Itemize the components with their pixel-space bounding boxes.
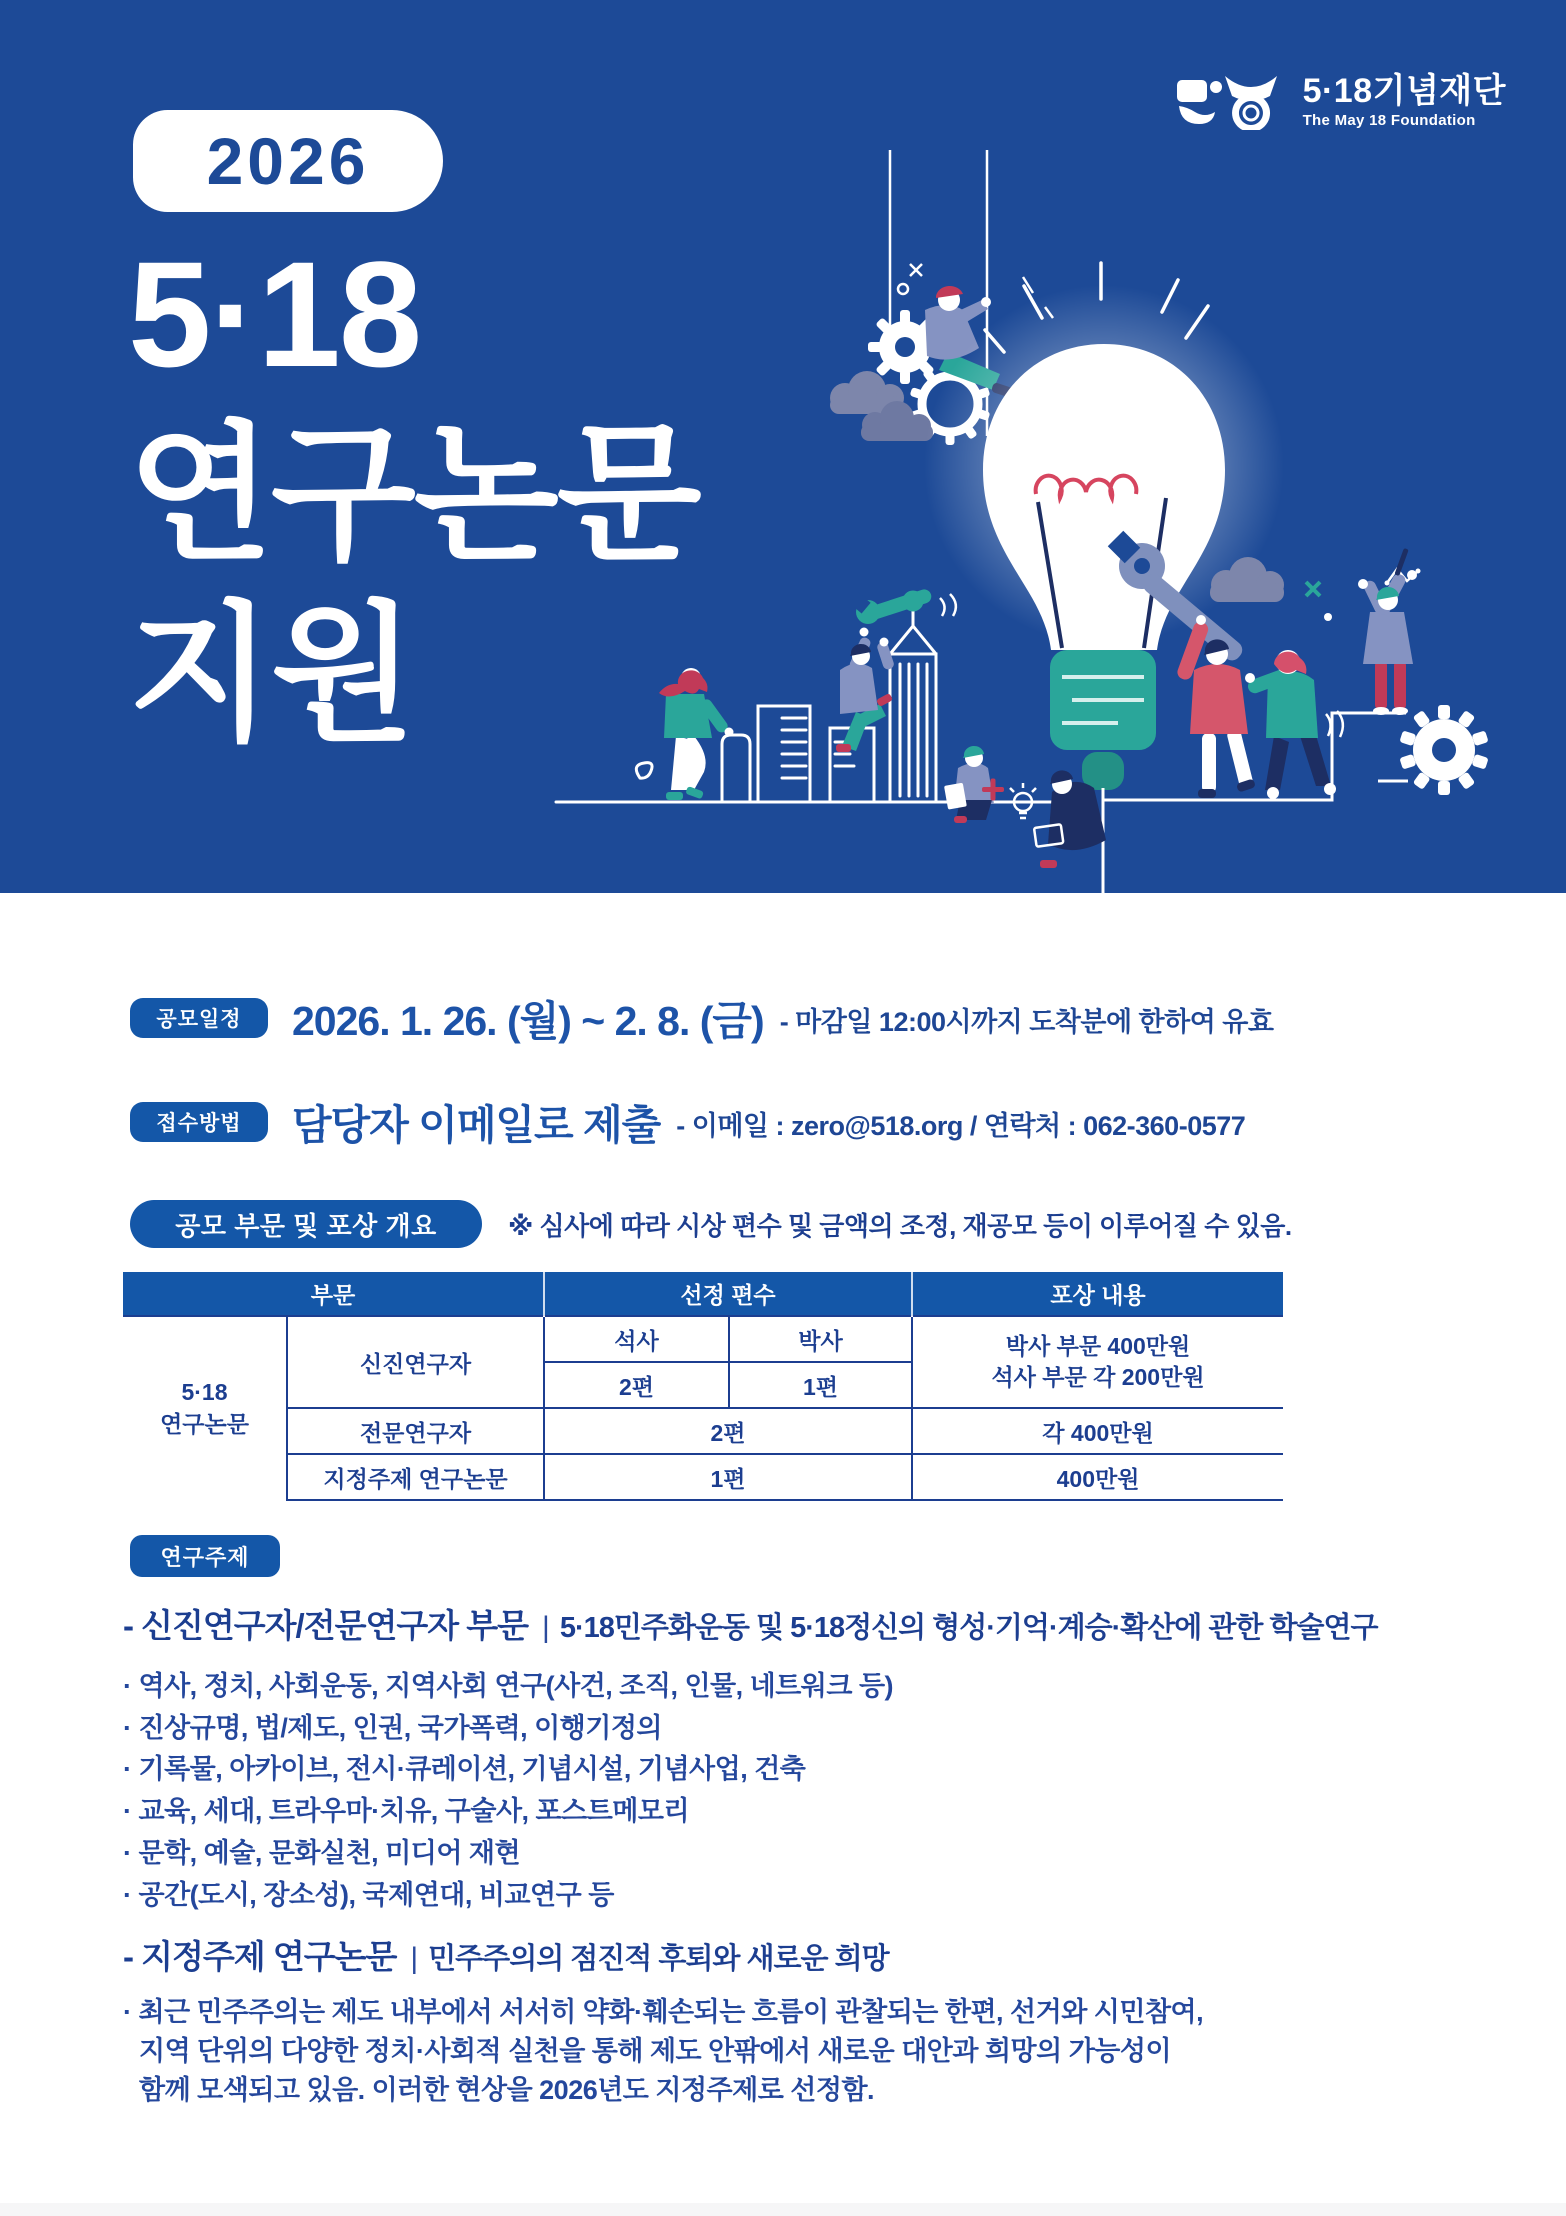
topic-list [123,1666,893,1916]
foundation-name-en: The May 18 Foundation [1302,111,1476,129]
cloud-icon [830,371,933,441]
foundation-logo [1177,72,1506,130]
section2-divider: | [410,1942,419,1975]
table-row [123,1454,1283,1500]
description-line: · 최근 민주주의는 제도 내부에서 서서히 약화·훼손되는 흐름이 관찰되는 한편, 선거와 시민참여, [123,1997,1204,2027]
submission-badge: 접수방법 [130,1102,268,1142]
topic-item: · 진상규명, 법/제도, 인권, 국가폭력, 이행기정의 [123,1712,662,1743]
table-header-category: 부문 [123,1272,544,1316]
schedule-row [130,988,1273,1047]
submission-method: 담당자 이메일로 제출 [292,1102,661,1148]
table-header-count: 선정 편수 [544,1272,912,1316]
schedule-badge: 공모일정 [130,998,268,1038]
section1-title: - 신진연구자/전문연구자 부문 [123,1607,529,1644]
motion-marks-icon [1326,711,1343,737]
table-cell-expert-award: 각 400만원 [912,1408,1283,1454]
table-cell-new-researcher: 신진연구자 [287,1316,544,1408]
schedule-note: - 마감일 12:00시까지 도착분에 한하여 유효 [779,1007,1274,1037]
table-cell-master-count: 2편 [544,1362,729,1408]
climbing-worker-figure [836,628,895,753]
foundation-name-ko: 5·18기념재단 [1302,72,1506,111]
research-section2-heading [123,1931,889,1978]
content-section [0,893,1566,2216]
topic-item: · 공간(도시, 장소성), 국제연대, 비교연구 등 [123,1879,614,1910]
award-note: ※ 심사에 따라 시상 편수 및 금액의 조정, 재공모 등이 이루어질 수 있음. [508,1210,1292,1241]
poster-title-line-3: 지원 [128,590,414,758]
award-section-head [130,1200,1292,1248]
section2-subtitle: 민주주의의 점진적 후퇴와 새로운 희망 [428,1943,889,1975]
person-teal-shirt-figure [1245,650,1336,799]
table-row [123,1316,1283,1362]
table-cell-designated-award: 400만원 [912,1454,1283,1500]
foundation-logo-mark [1177,72,1289,130]
award-badge: 공모 부문 및 포상 개요 [130,1200,482,1248]
table-cell-designated-count: 1편 [544,1454,912,1500]
topic-item: · 교육, 세대, 트라우마·치유, 구술사, 포스트메모리 [123,1796,690,1827]
section1-subtitle: 5·18민주화운동 및 5·18정신의 형성·기억·계승·확산에 관한 학술연구 [559,1612,1378,1644]
schedule-period: 2026. 1. 26. (월) ~ 2. 8. (금) [292,998,764,1044]
topic-item: · 역사, 정치, 사회운동, 지역사회 연구(사건, 조직, 인물, 네트워크 등) [123,1671,894,1701]
poster-title-line-1: 5·18 [128,230,421,398]
table-header-award: 포상 내용 [912,1272,1283,1316]
submission-row [130,1092,1245,1151]
section2-title: - 지정주제 연구논문 [123,1938,397,1975]
footer-strip [0,2203,1566,2216]
year-badge: 2026 [133,110,443,212]
topic-item: · 문학, 예술, 문화실천, 미디어 재현 [123,1837,521,1868]
award-table [123,1272,1283,1501]
crane-wrench-icon [849,588,956,624]
submission-contact: - 이메일 : zero@518.org / 연락처 : 062-360-0577 [676,1111,1246,1141]
table-cell-master: 석사 [544,1316,729,1362]
description-line: 지역 단위의 다양한 정치·사회적 실천을 통해 제도 안팎에서 새로운 대안과 희망의 가능성이 [139,2035,1172,2066]
table-cell-new-award: 박사 부문 400만원 석사 부문 각 200만원 [912,1316,1283,1408]
research-section1-heading [123,1600,1378,1647]
poster-title-line-2: 연구논문 [128,410,700,578]
table-cell-expert-count: 2편 [544,1408,912,1454]
sitting-reader-figure [944,746,994,823]
hero-section [0,0,1566,893]
section1-divider: | [542,1611,550,1644]
table-cell-doctor: 박사 [729,1316,912,1362]
research-badge: 연구주제 [130,1535,280,1577]
designated-topic-description [123,1993,1203,2109]
topic-item: · 기록물, 아카이브, 전시·큐레이션, 기념시설, 기념사업, 건축 [123,1754,806,1785]
gear-icon-right [1399,705,1488,795]
table-cell-doctor-count: 1편 [729,1362,912,1408]
person-arms-up-figure [1358,548,1417,715]
description-line: 함께 모색되고 있음. 이러한 현상을 2026년도 지정주제로 선정함. [139,2074,875,2105]
table-cell-designated: 지정주제 연구논문 [287,1454,544,1500]
table-group-cell: 5·18 연구논문 [123,1316,287,1500]
person-red-coat-figure [1175,615,1255,798]
poster-title [128,224,700,764]
table-row [123,1408,1283,1454]
table-cell-expert: 전문연구자 [287,1408,544,1454]
